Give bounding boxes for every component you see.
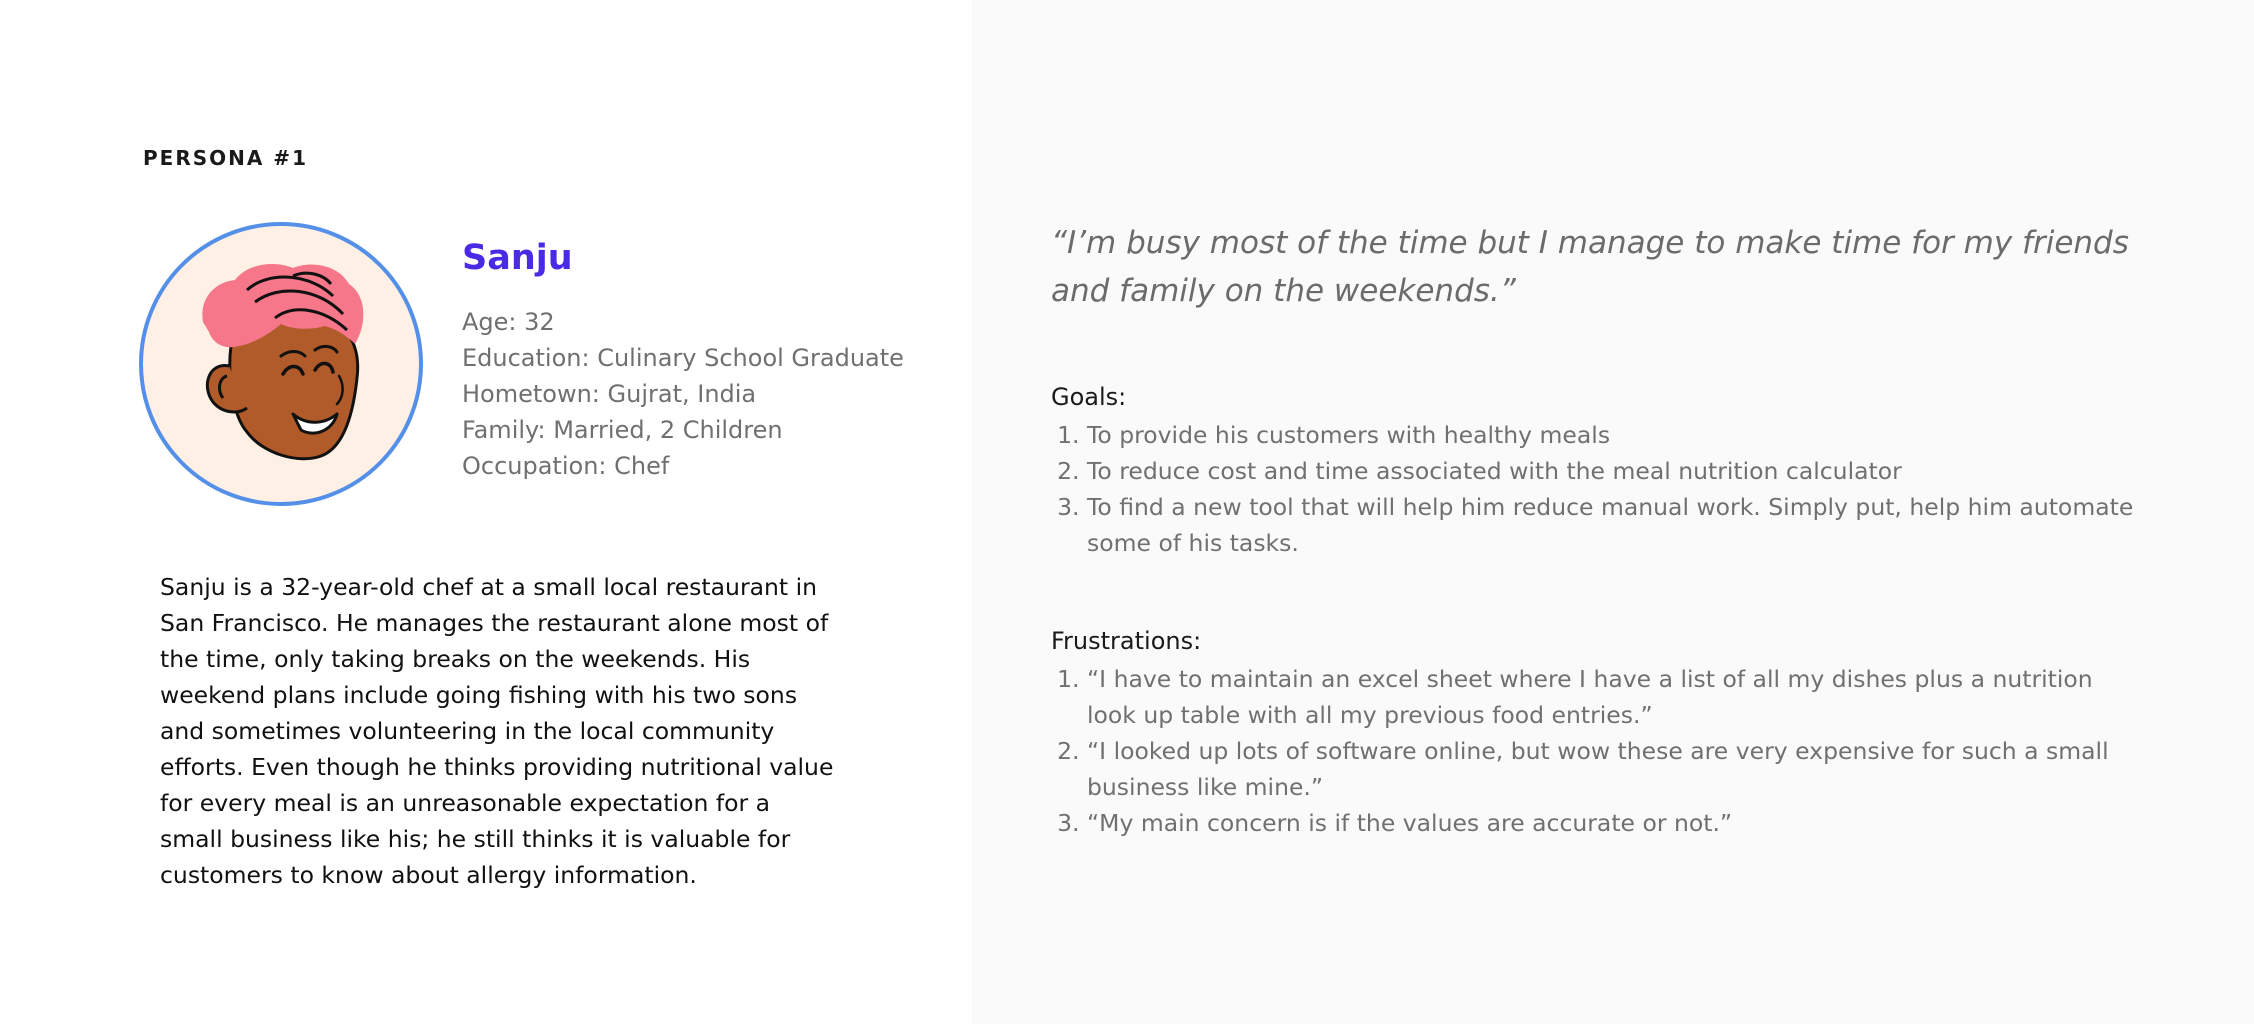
- frustration-item: 2. “I looked up lots of software online, but wow these are very expensive for such a small business like mine.”: [1087, 733, 2147, 805]
- persona-name: Sanju: [462, 238, 573, 278]
- persona-profile-panel: [0, 0, 972, 1024]
- frustrations-heading: Frustrations:: [1051, 627, 1202, 655]
- frustrations-list: [1051, 661, 2147, 841]
- goal-item: 2. To reduce cost and time associated with the meal nutrition calculator: [1087, 453, 2147, 489]
- fact-hometown: Hometown: Gujrat, India: [462, 380, 757, 408]
- goals-list: [1051, 417, 2147, 561]
- fact-education: Education: Culinary School Graduate: [462, 344, 904, 372]
- fact-age: Age: 32: [462, 308, 555, 336]
- avatar: [139, 222, 423, 506]
- fact-family: Family: Married, 2 Children: [462, 416, 783, 444]
- fact-occupation: Occupation: Chef: [462, 452, 670, 480]
- persona-label: PERSONA #1: [143, 146, 308, 170]
- goals-heading: Goals:: [1051, 383, 1127, 411]
- persona-quote: “I’m busy most of the time but I manage to make time for my friends and family on the weekends.”: [1051, 225, 2129, 309]
- chef-avatar-icon: [143, 226, 419, 502]
- persona-bio: Sanju is a 32-year-old chef at a small local restaurant in San Francisco. He manages the restaurant alone most of the time, only taking breaks on the weekends. His weekend plans include going fishing with his two sons and sometimes volunteering in the local community efforts. Even though he thinks providing nutritional value for every meal is an unreasonable expectation for a small business like his; he still thinks it is valuable for customers to know about allergy information.: [160, 573, 834, 889]
- frustration-item: 1. “I have to maintain an excel sheet where I have a list of all my dishes plus a nutrition look up table with all my previous food entries.”: [1087, 661, 2147, 733]
- goal-item: 3. To find a new tool that will help him reduce manual work. Simply put, help him automate some of his tasks.: [1087, 489, 2147, 561]
- goal-item: 1. To provide his customers with healthy meals: [1087, 417, 2147, 453]
- frustration-item: 3. “My main concern is if the values are accurate or not.”: [1087, 805, 2147, 841]
- persona-facts: [462, 304, 904, 484]
